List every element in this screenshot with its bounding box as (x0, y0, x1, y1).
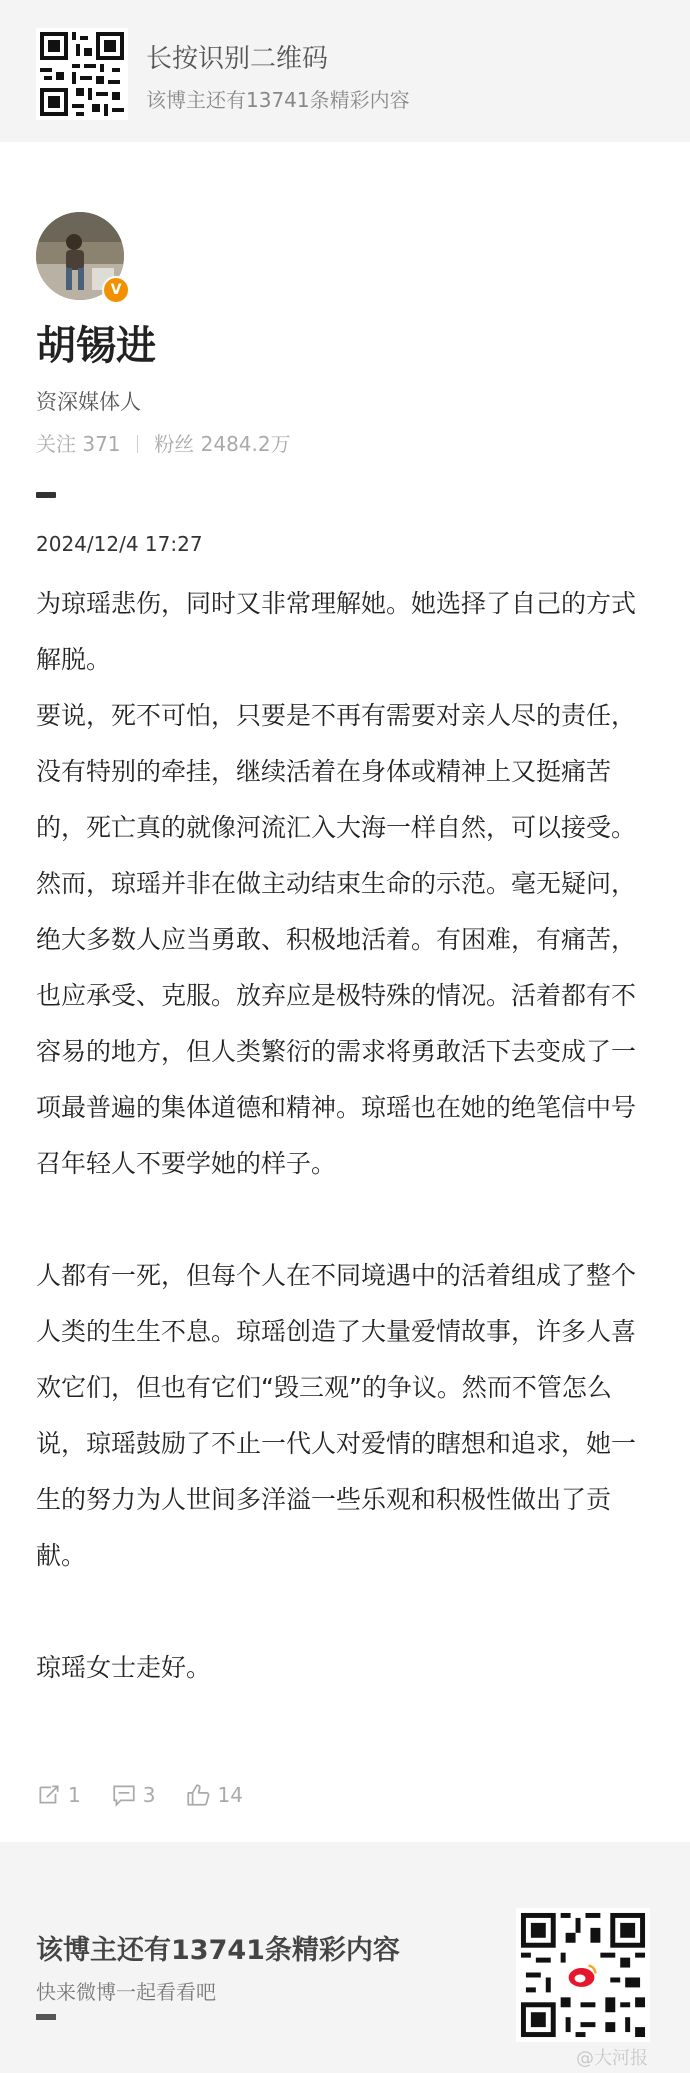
thumbs-up-icon (185, 1782, 211, 1808)
post-paragraph: 然而，琼瑶并非在做主动结束生命的示范。毫无疑问，绝大多数人应当勇敢、积极地活着。有困难，有痛苦，也应承受、克服。放弃应是极特殊的情况。活着都有不容易的地方，但人类繁衍的需求将勇敢活下去变成了一项最普遍的集体道德和精神。琼瑶也在她的绝笔信中号召年轻人不要学她的样子。 (36, 869, 637, 1178)
profile-role: 资深媒体人 (36, 390, 141, 414)
repost-icon (36, 1782, 62, 1808)
paragraph-spacer (36, 1584, 656, 1640)
following-count: 371 (82, 432, 121, 456)
followers-count: 2484.2万 (200, 432, 291, 456)
comment-count: 3 (142, 1783, 156, 1807)
weibo-qr-code-icon[interactable] (516, 1908, 650, 2042)
post-paragraph: 人都有一死，但每个人在不同境遇中的活着组成了整个人类的生生不息。琼瑶创造了大量爱情故事，许多人喜欢它们，但也有它们“毁三观”的争议。然而不管怎么说，琼瑶鼓励了不止一代人对爱情的瞎想和追求，她一生的努力为人世间多洋溢一些乐观和积极性做出了贡献。 (36, 1261, 637, 1570)
post-body (36, 576, 656, 1696)
post-paragraph: 要说，死不可怕，只要是不再有需要对亲人尽的责任，没有特别的牵挂，继续活着在身体或精神上又挺痛苦的，死亡真的就像河流汇入大海一样自然，可以接受。 (36, 701, 637, 842)
comment-icon (111, 1782, 137, 1808)
comment-button[interactable] (111, 1782, 156, 1808)
section-divider (36, 492, 56, 498)
profile-name[interactable]: 胡锡进 (36, 323, 156, 369)
qr-code-icon[interactable] (36, 28, 128, 120)
v-badge-icon: V (102, 276, 130, 304)
profile-stats (36, 428, 291, 457)
footer-banner[interactable] (0, 1842, 690, 2073)
footer-divider (36, 2014, 56, 2020)
stats-divider (137, 435, 138, 453)
watermark: @大河报 (576, 2048, 648, 2069)
qr-banner-title: 长按识别二维码 (146, 44, 329, 74)
post-actions (36, 1782, 243, 1808)
followers-label: 粉丝 (154, 432, 195, 456)
paragraph-spacer (36, 1192, 656, 1248)
like-count: 14 (217, 1783, 243, 1807)
footer-subtitle: 快来微博一起看看吧 (36, 1980, 216, 2004)
qr-banner[interactable] (0, 0, 690, 142)
qr-banner-subtitle: 该博主还有13741条精彩内容 (146, 88, 410, 112)
footer-title: 该博主还有13741条精彩内容 (36, 1935, 400, 1966)
like-button[interactable] (185, 1782, 242, 1808)
repost-count: 1 (68, 1783, 81, 1807)
following-label: 关注 (36, 432, 76, 456)
post-paragraph: 为琼瑶悲伤，同时又非常理解她。她选择了自己的方式解脱。 (36, 589, 637, 674)
post-date: 2024/12/4 17:27 (36, 532, 203, 556)
post-paragraph: 琼瑶女士走好。 (36, 1653, 212, 1682)
repost-button[interactable] (36, 1782, 81, 1808)
